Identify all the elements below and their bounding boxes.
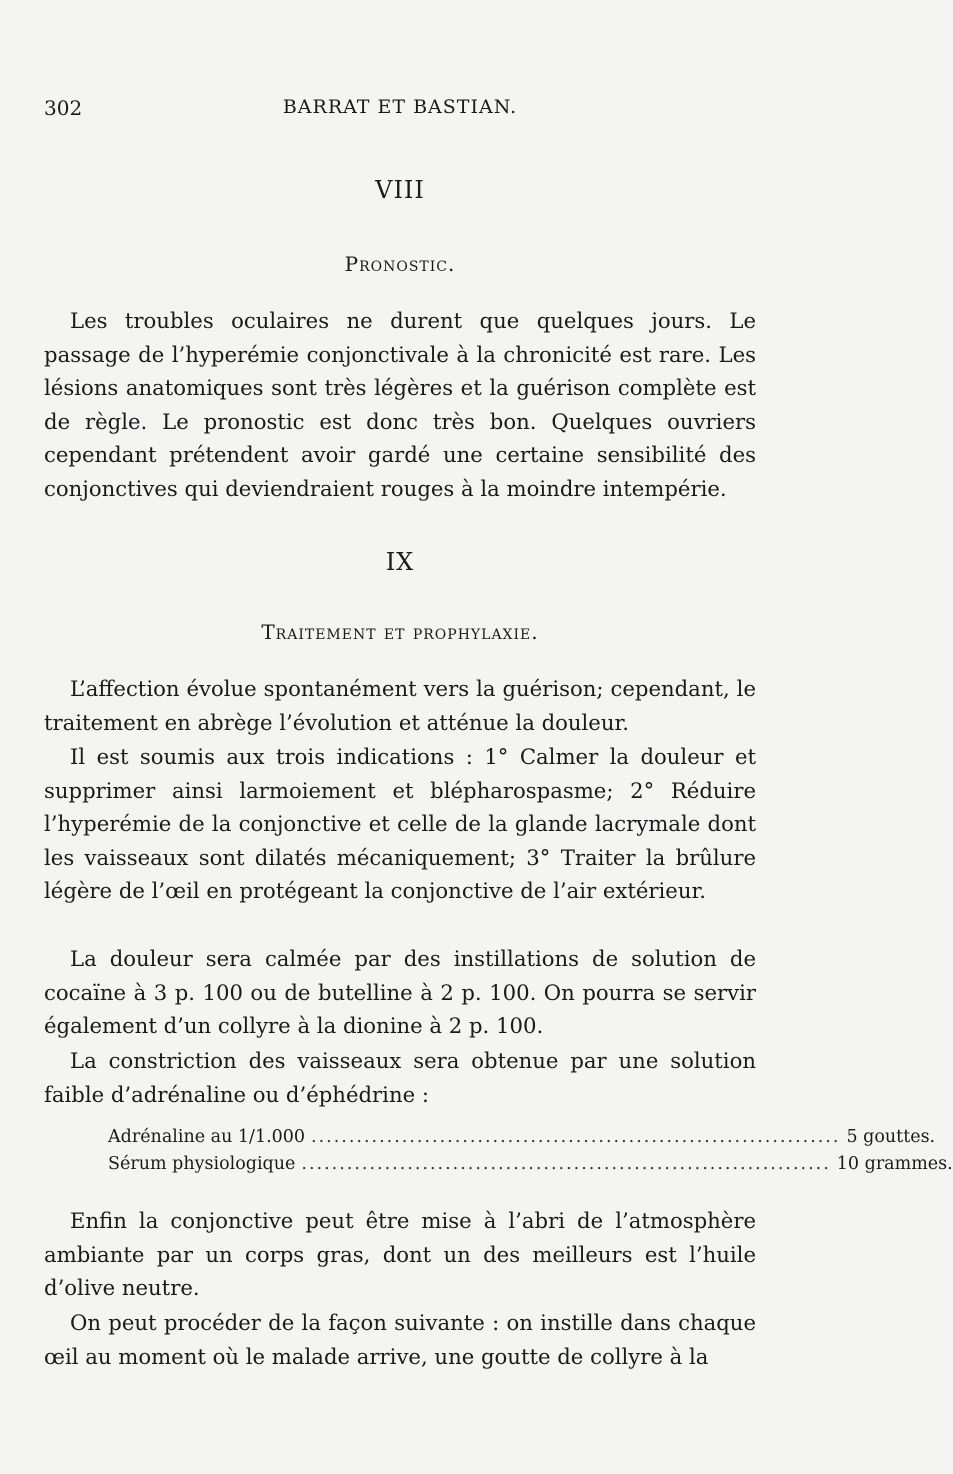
- ingredient-name: Adrénaline au 1/1.000: [108, 1127, 306, 1147]
- ingredient-quantity: 5 gouttes.: [846, 1127, 936, 1147]
- leader-dots: ......................................................................: [311, 1127, 841, 1147]
- page-number: 302: [44, 96, 83, 120]
- ingredient-quantity: 10 grammes.: [836, 1154, 953, 1174]
- prescription: [108, 1124, 953, 1178]
- leader-dots: ......................................................................: [301, 1154, 831, 1174]
- section-9-number: IX: [385, 548, 415, 576]
- prescription-row: [108, 1151, 953, 1178]
- section-8-title: Pronostic.: [344, 252, 456, 276]
- running-head: [44, 96, 756, 124]
- paragraph-conjonctive: Enfin la conjonctive peut être mise à l’abri de l’atmosphère ambiante par un corps gras, dont un des meilleurs est l’huile d’olive neutre.: [44, 1208, 756, 1301]
- ingredient-name: Sérum physiologique: [108, 1154, 296, 1174]
- paragraph-affection: L’affection évolue spontanément vers la guérison; cependant, le traitement en abrège l’évolution et atténue la douleur.: [44, 676, 756, 735]
- section-9-title: Traitement et prophylaxie.: [261, 620, 539, 644]
- paragraph-indications: Il est soumis aux trois indications : 1° Calmer la douleur et supprimer ainsi larmoiement et blépharospasme; 2° Réduire l’hyperémie de la conjonctive et celle de la glande lacrymale dont les vaisseaux sont dilatés mécaniquement; 3° Traiter la brûlure légère de l’œil en protégeant la conjonctive de l’air extérieur.: [44, 744, 756, 904]
- paragraph-constriction: La constriction des vaisseaux sera obtenue par une solution faible d’adrénaline ou d’éphédrine :: [44, 1048, 756, 1107]
- section-8-number: VIII: [375, 176, 425, 204]
- paragraph-douleur: La douleur sera calmée par des instillations de solution de cocaïne à 3 p. 100 ou de butelline à 2 p. 100. On pourra se servir également d’un collyre à la dionine à 2 p. 100.: [44, 946, 756, 1039]
- prescription-row: [108, 1124, 936, 1151]
- section-8-paragraph: Les troubles oculaires ne durent que quelques jours. Le passage de l’hyperémie conjonctivale à la chronicité est rare. Les lésions anatomiques sont très légères et la guérison complète est de règle. Le pronostic est donc très bon. Quelques ouvriers cependant prétendent avoir gardé une certaine sensibilité des conjonctives qui deviendraient rouges à la moindre intempérie.: [44, 308, 756, 501]
- paragraph-procedure: On peut procéder de la façon suivante : on instille dans chaque œil au moment où le malade arrive, une goutte de collyre à la: [44, 1310, 756, 1369]
- running-head-title: BARRAT ET BASTIAN.: [282, 96, 518, 118]
